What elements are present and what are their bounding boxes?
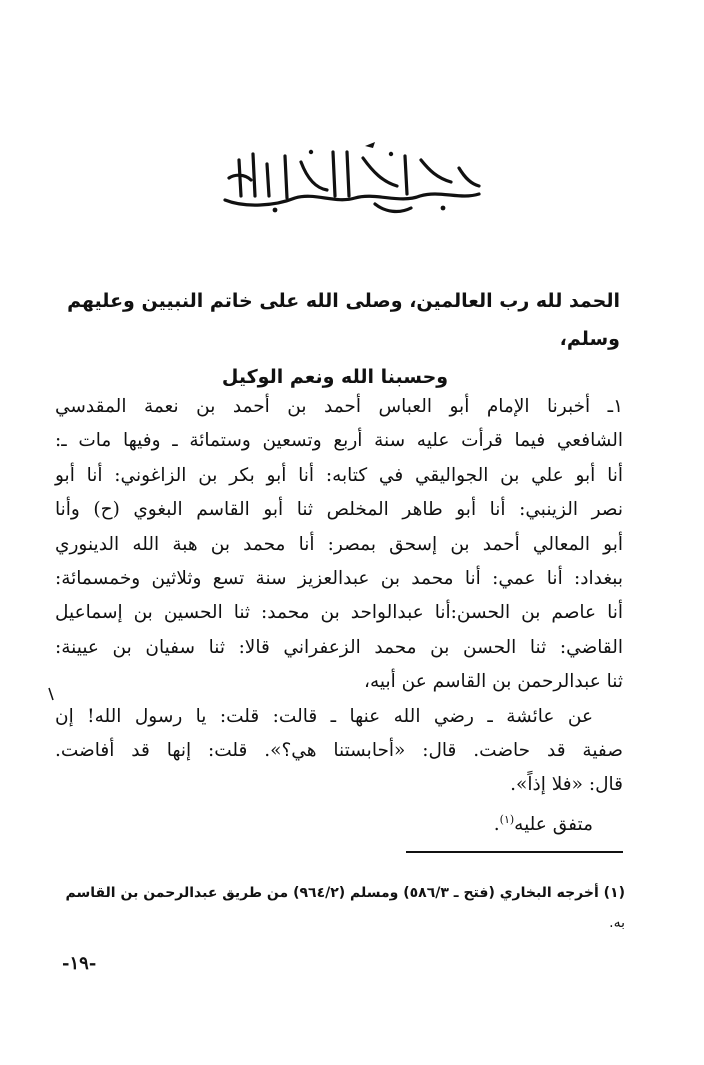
basmala-calligraphy-icon — [215, 138, 489, 220]
opening-praise — [50, 282, 620, 396]
attribution-text: متفق عليه — [514, 814, 593, 836]
hadith-line-attribution: متفق عليه$^{(١)}$. — [493, 812, 593, 836]
footnote-line: (١) أخرجه البخاري (فتح ـ ٥٨٦/٣) ومسلم (٩٦٤/٢) من طريق عبدالرحمن بن القاسم — [65, 885, 625, 901]
intro-line-2: وحسبنا الله ونعم الوكيل — [221, 366, 449, 388]
hadith-line: أنا أبو علي بن الجواليقي في كتابه: أنا أبو بكر بن الزاغوني: أنا أبو — [55, 464, 623, 486]
hadith-line: ١ـ أخبرنا الإمام أبو العباس أحمد بن أحمد بن نعمة المقدسي — [55, 396, 623, 417]
page-number: -١٩- — [62, 953, 97, 974]
hadith-line: أبو المعالي أحمد بن إسحق بمصر: أنا محمد بن هبة الله الدينوري — [55, 533, 623, 555]
footnote-line: به. — [609, 915, 625, 931]
hadith-line: صفية قد حاضت. قال: «أحابستنا هي؟». قلت: إنها قد أفاضت. — [55, 740, 623, 762]
footnote-marker[interactable]: (١) — [499, 812, 515, 826]
hadith-line: عن عائشة ـ رضي الله عنها ـ قالت: قلت: يا رسول الله! إن — [55, 705, 593, 727]
margin-tick-icon — [48, 687, 54, 701]
intro-line-1: الحمد لله رب العالمين، وصلى الله على خاتم النبيين وعليهم وسلم، — [67, 290, 620, 350]
hadith-line: قال: «فلا إذاً». — [510, 774, 623, 796]
hadith-text — [55, 390, 623, 842]
hadith-line: ببغداد: أنا عمي: أنا محمد بن عبدالعزيز سنة تسع وثلاثين وخمسمائة: — [55, 568, 623, 590]
basmala-calligraphy — [215, 138, 489, 220]
hadith-line: ثنا عبدالرحمن بن القاسم عن أبيه، — [364, 671, 623, 693]
hadith-line: الشافعي فيما قرأت عليه سنة أربع وتسعين وستمائة ـ وفيها مات ـ: — [55, 430, 623, 452]
margin-mark — [48, 686, 54, 700]
hadith-line: أنا عاصم بن الحسن:أنا عبدالواحد بن محمد: ثنا الحسين بن إسماعيل — [55, 602, 623, 624]
hadith-line: القاضي: ثنا الحسن بن محمد الزعفراني قالا: ثنا سفيان بن عيينة: — [55, 636, 623, 658]
footnote-divider — [406, 851, 623, 853]
hadith-line: نصر الزينبي: أنا أبو طاهر المخلص ثنا أبو القاسم البغوي (ح) وأنا — [55, 499, 623, 521]
footnotes — [65, 878, 625, 938]
